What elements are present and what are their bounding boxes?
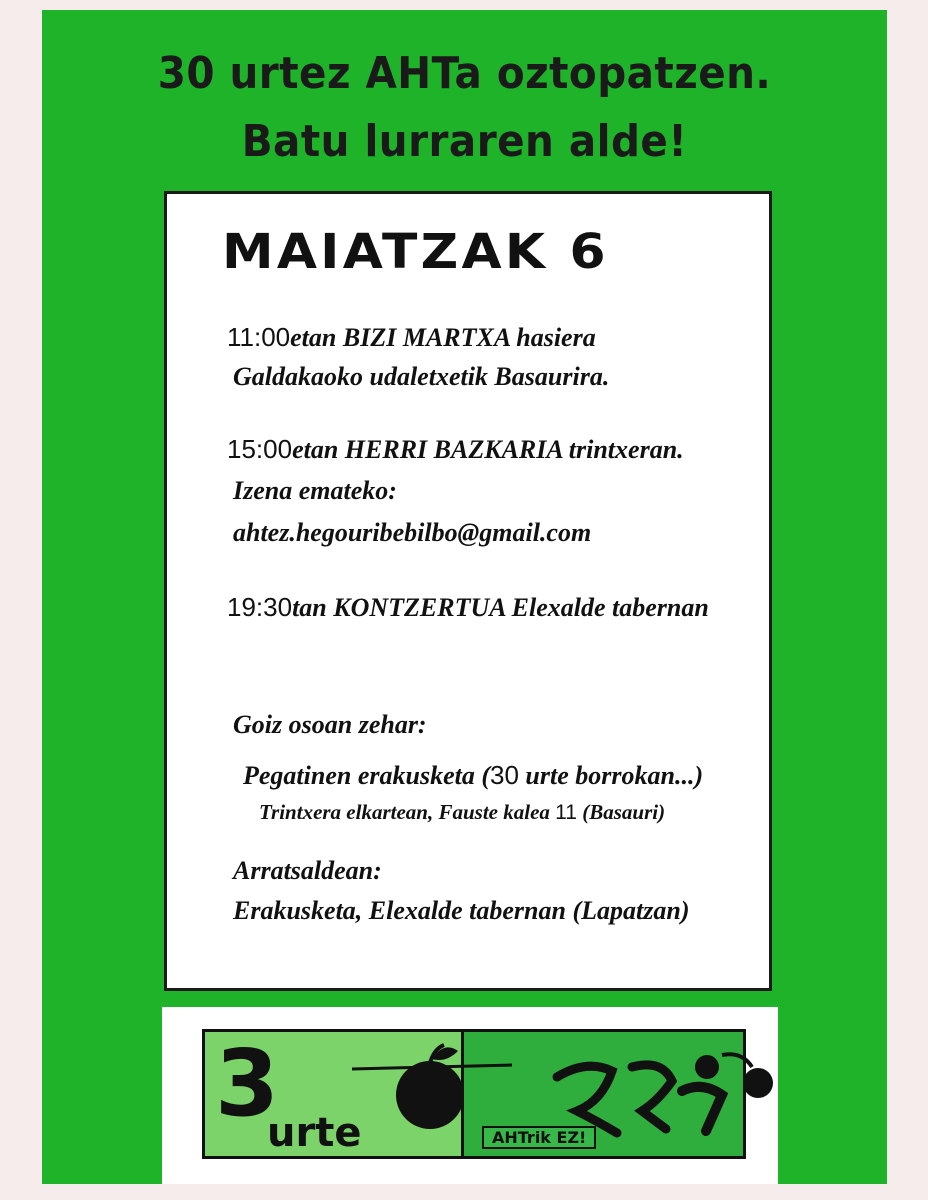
event-3-label: tan KONTZERTUA Elexalde tabernan: [292, 593, 709, 622]
poster: [42, 10, 887, 1184]
morning-item-number: 30: [490, 760, 519, 790]
morning-location-pre: Trintxera elkartean, Fauste kalea: [259, 800, 556, 824]
morning-location: [259, 800, 665, 825]
afternoon-heading: Arratsaldean:: [233, 856, 382, 885]
event-2-detail: Izena emateko:: [233, 476, 397, 505]
afternoon-item: Erakusketa, Elexalde tabernan (Lapatzan): [233, 896, 690, 925]
logo-word: urte: [267, 1110, 362, 1156]
event-3-time: 19:30: [227, 592, 293, 622]
logo-figures-icon: [162, 1007, 778, 1184]
headline-line-2: Batu lurraren alde!: [241, 116, 688, 167]
headline-line-1: 30 urtez AHTa oztopatzen.: [157, 48, 772, 99]
event-1-title: [227, 322, 596, 353]
morning-heading: Goiz osoan zehar:: [233, 710, 427, 739]
event-1-detail: Galdakaoko udaletxetik Basaurira.: [233, 362, 610, 391]
figure-2-icon: [632, 1065, 672, 1129]
morning-location-number: 11: [555, 801, 577, 824]
event-date: MAIATZAK 6: [222, 224, 609, 280]
figure-1-icon: [557, 1066, 617, 1133]
event-1-time: 11:00: [227, 322, 291, 352]
logo-number: 3: [215, 1030, 280, 1137]
apple-icon: [396, 1061, 464, 1129]
event-2-time: 15:00: [227, 434, 293, 464]
event-panel: [164, 191, 772, 991]
event-3-title: [227, 592, 709, 623]
event-2-label: etan HERRI BAZKARIA trintxeran.: [292, 435, 684, 464]
logo: [162, 1007, 778, 1184]
event-2-email: ahtez.hegouribebilbo@gmail.com: [233, 518, 592, 547]
event-1-label: etan BIZI MARTXA hasiera: [290, 323, 596, 352]
morning-item-post: urte borrokan...): [518, 761, 704, 790]
logo-slogan: AHTrik EZ!: [482, 1126, 596, 1149]
event-2-title: [227, 434, 684, 465]
morning-location-post: (Basauri): [576, 800, 666, 824]
morning-item: [243, 760, 703, 791]
morning-item-pre: Pegatinen erakusketa (: [243, 761, 490, 790]
